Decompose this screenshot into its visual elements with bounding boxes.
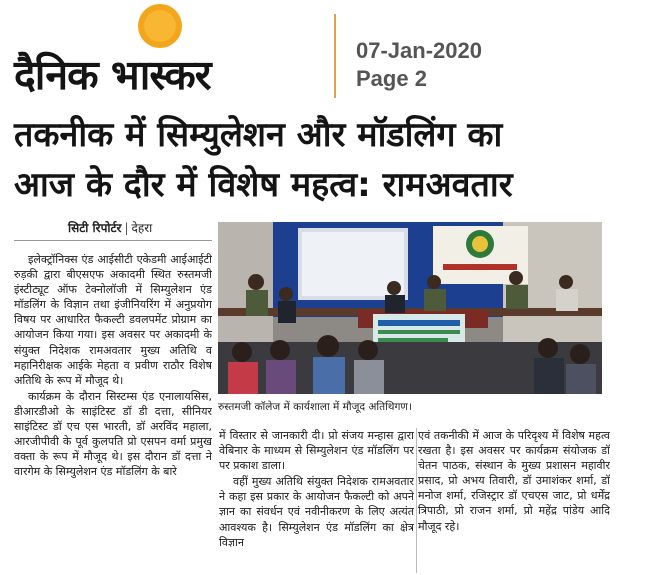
paragraph: इलेक्ट्रॉनिक्स एंड आईसीटी एकेडमी आईआईटी रुड़की द्वारा बीएसएफ अकादमी स्थित रुस्तमजी इंस्टीट्यूट ऑफ टेक्नोलॉजी में सिम्युलेशन एंड मॉडलिंग के विज्ञान तथा इंजीनियरिंग में अनुप्रयोग विषय पर आधारित फैकल्टी डवलपमेंट प्रोग्राम का आयोजन किया गया। इस अवसर पर अकादमी के संयुक्त निदेशक रामअवतार मुख्य अतिथि व महानिरीक्षक आईके मेहता व प्रवीण राठौर विशेष अतिथि के रूप में मौजूद थे।: [14, 253, 212, 387]
headline-line-1: तकनीक में सिम्युलेशन और मॉडलिंग का: [14, 115, 503, 155]
page-number: Page 2: [356, 66, 427, 91]
paragraph: कार्यक्रम के दौरान सिस्टम्स एंड एनालायसिस, डीआरडीओ के साइंटिस्ट डॉ डी दत्ता, सीनियर साइंटिस्ट डॉ एच एस भारती, डॉ अरविंद महाला, आरजीपीवी के पूर्व कुलपति प्रो एसपन वर्मा प्रमुख वक्ता के रूप में मौजूद थे। इस दौरान डॉ दत्ता ने वारगेम के सिम्युलेशन एंड मॉडलिंग के बारे: [14, 389, 212, 479]
byline-rule: [14, 240, 212, 241]
article-column-3: [418, 428, 610, 574]
byline-separator: |: [124, 221, 129, 235]
event-photo: [218, 222, 602, 394]
column-divider: [416, 428, 417, 573]
paragraph: वहीं मुख्य अतिथि संयुक्त निदेशक रामअवतार ने कहा इस प्रकार के आयोजन फैकल्टी को अपने ज्ञान का संवर्धन एवं नवीनीकरण के लिए अत्यंत आवश्यक है। सिम्युलेशन एंड मॉडलिंग का क्षेत्र विज्ञान: [219, 475, 414, 549]
byline: [68, 219, 152, 236]
article-column-2: [219, 428, 414, 574]
paragraph: में विस्तार से जानकारी दी। प्रो संजय मन्हास द्वारा वेबिनार के माध्यम से सिम्युलेशन एंड मॉडलिंग पर पर प्रकाश डाला।: [219, 429, 414, 473]
headline-line-2: आज के दौर में विशेष महत्व: रामअवतार: [14, 165, 513, 205]
article-column-1: [14, 252, 212, 574]
article-headline: [14, 110, 662, 210]
photo-caption: रुस्तमजी कॉलेज में कार्यशाला में मौजूद अतिथिगण।: [218, 401, 412, 413]
byline-reporter: सिटी रिपोर्टर: [68, 221, 122, 235]
masthead: [0, 0, 671, 108]
byline-place: देहरा: [131, 221, 153, 235]
event-photo-illustration: [218, 222, 602, 394]
paragraph: एवं तकनीकी में आज के परिदृश्य में विशेष महत्व रखता है। इस अवसर पर कार्यक्रम संयोजक डॉ चेतन पाठक, संस्थान के मुख्य प्रशासन महावीर प्रसाद, प्रो अभय तिवारी, डॉ उमाशंकर शर्मा, डॉ मनोज शर्मा, रजिस्ट्रार डॉ एचएस जाट, प्रो धर्मेंद्र त्रिपाठी, प्रो राजन शर्मा, प्रो महेंद्र पांडेय आदि मौजूद रहे।: [418, 429, 610, 533]
sun-logo-icon: [132, 0, 188, 56]
newspaper-brand: दैनिक भास्कर: [14, 51, 211, 99]
edition-date: 07-Jan-2020: [356, 38, 482, 63]
masthead-divider: [334, 14, 336, 98]
